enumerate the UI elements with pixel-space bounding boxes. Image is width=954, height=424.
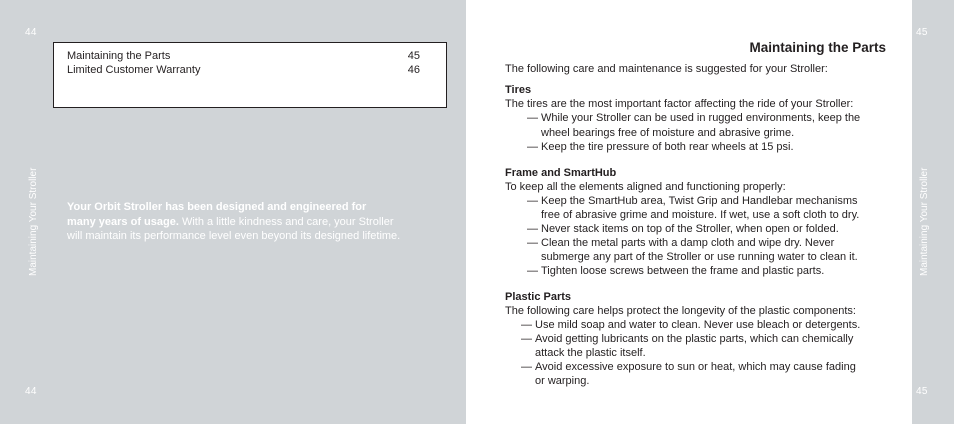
page-number-bottom: 45 bbox=[916, 386, 928, 397]
page-number-bottom: 44 bbox=[25, 386, 37, 397]
list-item: Tighten loose screws between the frame and plastic parts. bbox=[541, 265, 825, 277]
list-dash: — bbox=[527, 237, 538, 249]
side-label: Maintaining Your Stroller bbox=[919, 167, 930, 276]
list-dash: — bbox=[521, 361, 532, 373]
list-item: or warping. bbox=[535, 375, 590, 387]
list-dash: — bbox=[527, 223, 538, 235]
table-of-contents bbox=[53, 42, 447, 108]
intro-bold: Your Orbit Stroller has been designed and engineered for bbox=[67, 201, 367, 213]
list-item: Never stack items on top of the Stroller, when open or folded. bbox=[541, 223, 839, 235]
intro-text: With a little kindness and care, your Stroller bbox=[178, 215, 394, 228]
list-dash: — bbox=[521, 333, 532, 345]
list-item: Keep the SmartHub area, Twist Grip and Handlebar mechanisms bbox=[541, 195, 858, 207]
list-item: wheel bearings free of moisture and abrasive grime. bbox=[541, 127, 795, 139]
section-heading-tires: Tires bbox=[505, 84, 532, 96]
list-item: Avoid getting lubricants on the plastic parts, which can chemically bbox=[535, 333, 854, 345]
list-dash: — bbox=[527, 265, 538, 277]
section-heading-plastic: Plastic Parts bbox=[505, 291, 572, 303]
side-label: Maintaining Your Stroller bbox=[28, 167, 39, 276]
intro-bold: many years of usage. bbox=[67, 215, 179, 228]
list-dash: — bbox=[527, 195, 538, 207]
section-lead: The tires are the most important factor affecting the ride of your Stroller: bbox=[505, 98, 854, 110]
list-item: Use mild soap and water to clean. Never use bleach or detergents. bbox=[535, 319, 861, 331]
list-item: Avoid excessive exposure to sun or heat, which may cause fading bbox=[535, 361, 856, 373]
list-item: Keep the tire pressure of both rear wheels at 15 psi. bbox=[541, 141, 794, 153]
list-dash: — bbox=[527, 112, 538, 124]
intro-text: The following care and maintenance is suggested for your Stroller: bbox=[505, 63, 828, 75]
section-lead: To keep all the elements aligned and functioning properly: bbox=[505, 181, 786, 193]
list-dash: — bbox=[521, 319, 532, 331]
toc-page: 45 bbox=[407, 50, 420, 62]
list-dash: — bbox=[527, 141, 538, 153]
list-item: While your Stroller can be used in rugged environments, keep the bbox=[541, 112, 861, 124]
toc-title: Limited Customer Warranty bbox=[67, 64, 201, 76]
intro-paragraph bbox=[67, 200, 447, 244]
intro-text: will maintain its performance level even beyond its designed lifetime. bbox=[67, 230, 401, 242]
list-item: Clean the metal parts with a damp cloth and wipe dry. Never bbox=[541, 237, 835, 249]
page-number-top: 45 bbox=[916, 27, 928, 38]
page-number-top: 44 bbox=[25, 27, 37, 38]
toc-title: Maintaining the Parts bbox=[67, 50, 171, 62]
page-title: Maintaining the Parts bbox=[749, 40, 886, 55]
list-item: free of abrasive grime and moisture. If wet, use a soft cloth to dry. bbox=[541, 209, 860, 221]
toc-page: 46 bbox=[407, 64, 420, 76]
section-lead: The following care helps protect the longevity of the plastic components: bbox=[505, 305, 856, 317]
section-heading-frame: Frame and SmartHub bbox=[505, 167, 617, 179]
list-item: attack the plastic itself. bbox=[535, 347, 646, 359]
right-page-strip bbox=[912, 0, 954, 424]
left-page bbox=[0, 0, 466, 424]
list-item: submerge any part of the Stroller or use running water to clean it. bbox=[541, 251, 858, 263]
